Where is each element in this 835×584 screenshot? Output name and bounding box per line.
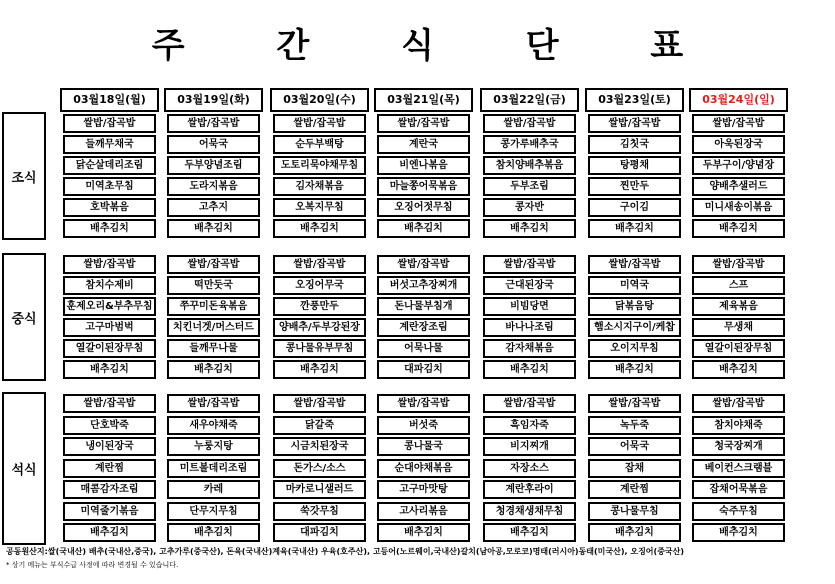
menu-item: 탕평채 <box>588 156 681 175</box>
menu-item: 미역줄기볶음 <box>63 502 156 521</box>
menu-item: 콩나물무침 <box>588 502 681 521</box>
menu-item: 미역초무침 <box>63 177 156 196</box>
menu-item: 청경채생채무침 <box>483 502 576 521</box>
menu-item: 버섯고추장찌개 <box>377 276 470 295</box>
menu-item: 숙주무침 <box>692 502 785 521</box>
menu-item: 쌀밥/잡곡밥 <box>483 114 576 133</box>
menu-item: 두부양념조림 <box>167 156 260 175</box>
menu-item: 비빔당면 <box>483 297 576 316</box>
menu-item: 쌀밥/잡곡밥 <box>167 255 260 274</box>
menu-item: 고추지 <box>167 198 260 217</box>
menu-item: 쌀밥/잡곡밥 <box>588 255 681 274</box>
menu-item: 쌀밥/잡곡밥 <box>63 114 156 133</box>
menu-item: 배추김치 <box>63 360 156 379</box>
meal-label: 조식 <box>2 112 46 240</box>
day-header: 03월19일(화) <box>164 88 263 112</box>
menu-item: 오징어젓무침 <box>377 198 470 217</box>
menu-item: 호박볶음 <box>63 198 156 217</box>
menu-item: 콩자반 <box>483 198 576 217</box>
menu-item: 두부구이/양념장 <box>692 156 785 175</box>
menu-item: 자장소스 <box>483 459 576 478</box>
menu-item: 쌀밥/잡곡밥 <box>692 114 785 133</box>
menu-item: 단무지무침 <box>167 502 260 521</box>
menu-item: 햄소시지구이/케찹 <box>588 318 681 337</box>
menu-item: 어묵국 <box>167 135 260 154</box>
menu-item: 닭순살데리조림 <box>63 156 156 175</box>
menu-item: 쌀밥/잡곡밥 <box>483 394 576 413</box>
menu-item: 배추김치 <box>167 219 260 238</box>
menu-item: 계란장조림 <box>377 318 470 337</box>
menu-item: 청국장찌개 <box>692 437 785 456</box>
menu-item: 쌀밥/잡곡밥 <box>588 114 681 133</box>
menu-item: 김칫국 <box>588 135 681 154</box>
menu-item: 제육볶음 <box>692 297 785 316</box>
menu-item: 콩가루배추국 <box>483 135 576 154</box>
menu-item: 두부조림 <box>483 177 576 196</box>
menu-item: 근대된장국 <box>483 276 576 295</box>
menu-item: 배추김치 <box>588 523 681 542</box>
menu-item: 배추김치 <box>692 219 785 238</box>
menu-item: 쌀밥/잡곡밥 <box>588 394 681 413</box>
menu-item: 대파김치 <box>273 523 366 542</box>
menu-item: 미니새송이볶음 <box>692 198 785 217</box>
menu-item: 쌀밥/잡곡밥 <box>483 255 576 274</box>
menu-item: 쌀밥/잡곡밥 <box>273 255 366 274</box>
menu-item: 열갈이된장무침 <box>692 339 785 358</box>
menu-item: 참치양배추볶음 <box>483 156 576 175</box>
menu-item: 배추김치 <box>692 523 785 542</box>
page-title: 주 간 식 단 표 <box>151 26 724 66</box>
menu-item: 배추김치 <box>377 219 470 238</box>
menu-item: 미역국 <box>588 276 681 295</box>
day-header: 03월23일(토) <box>585 88 684 112</box>
menu-item: 누룽지탕 <box>167 437 260 456</box>
menu-item: 배추김치 <box>483 523 576 542</box>
menu-item: 비지찌개 <box>483 437 576 456</box>
menu-item: 계란국 <box>377 135 470 154</box>
menu-item: 배추김치 <box>167 360 260 379</box>
menu-item: 양배추/두부강된장 <box>273 318 366 337</box>
menu-item: 쌀밥/잡곡밥 <box>63 255 156 274</box>
menu-item: 돈가스/소스 <box>273 459 366 478</box>
day-header: 03월18일(월) <box>60 88 159 112</box>
menu-item: 배추김치 <box>588 360 681 379</box>
menu-item: 순두부백탕 <box>273 135 366 154</box>
menu-item: 잡채어묵볶음 <box>692 480 785 499</box>
menu-item: 버섯죽 <box>377 416 470 435</box>
menu-item: 닭갈죽 <box>273 416 366 435</box>
menu-item: 들깨무채국 <box>63 135 156 154</box>
menu-item: 마카로니샐러드 <box>273 480 366 499</box>
meal-label: 석식 <box>2 392 46 545</box>
menu-item: 배추김치 <box>483 360 576 379</box>
menu-item: 무생채 <box>692 318 785 337</box>
menu-item: 계란찜 <box>588 480 681 499</box>
menu-item: 오징어무국 <box>273 276 366 295</box>
menu-item: 오이지무침 <box>588 339 681 358</box>
menu-item: 잡채 <box>588 459 681 478</box>
menu-item: 콩나물국 <box>377 437 470 456</box>
menu-item: 닭볶음탕 <box>588 297 681 316</box>
menu-item: 참치야채죽 <box>692 416 785 435</box>
menu-item: 배추김치 <box>63 523 156 542</box>
menu-item: 베이컨스크램블 <box>692 459 785 478</box>
menu-item: 새우야채죽 <box>167 416 260 435</box>
day-header: 03월22일(금) <box>480 88 579 112</box>
menu-item: 쌀밥/잡곡밥 <box>167 394 260 413</box>
menu-item: 쌀밥/잡곡밥 <box>377 114 470 133</box>
menu-item: 쑥갓무침 <box>273 502 366 521</box>
menu-item: 쌀밥/잡곡밥 <box>273 114 366 133</box>
menu-item: 오복지무침 <box>273 198 366 217</box>
menu-item: 양배추샐러드 <box>692 177 785 196</box>
menu-item: 아욱된장국 <box>692 135 785 154</box>
menu-item: 고사리볶음 <box>377 502 470 521</box>
menu-item: 배추김치 <box>167 523 260 542</box>
menu-item: 감자채볶음 <box>483 339 576 358</box>
menu-item: 순대야채볶음 <box>377 459 470 478</box>
menu-item: 바나나조림 <box>483 318 576 337</box>
menu-item: 배추김치 <box>483 219 576 238</box>
menu-item: 치킨너겟/머스터드 <box>167 318 260 337</box>
menu-item: 어묵국 <box>588 437 681 456</box>
menu-item: 대파김치 <box>377 360 470 379</box>
meal-label: 중식 <box>2 253 46 381</box>
menu-item: 비엔나볶음 <box>377 156 470 175</box>
menu-item: 쌀밥/잡곡밥 <box>167 114 260 133</box>
menu-item: 배추김치 <box>377 523 470 542</box>
menu-item: 배추김치 <box>588 219 681 238</box>
menu-item: 쌀밥/잡곡밥 <box>377 255 470 274</box>
day-header: 03월21일(목) <box>374 88 473 112</box>
menu-item: 참치수제비 <box>63 276 156 295</box>
menu-item: 쌀밥/잡곡밥 <box>63 394 156 413</box>
day-header: 03월20일(수) <box>270 88 369 112</box>
origin-note: 공동원산지:쌀(국내산) 배추(국내산,중국), 고추가루(중국산), 돈육(국내산)계육(국내산) 우육(호주산), 고등어(노르웨이,국내산)갈치(남아공,모로코)명태(러시아)동태(미국산), 오징어(중국산) <box>6 547 685 556</box>
menu-item: 녹두죽 <box>588 416 681 435</box>
menu-item: 훈제오리&부추무침 <box>63 297 156 316</box>
menu-item: 떡만둣국 <box>167 276 260 295</box>
menu-item: 배추김치 <box>273 360 366 379</box>
menu-item: 매콤감자조림 <box>63 480 156 499</box>
menu-item: 마늘쫑어묵볶음 <box>377 177 470 196</box>
menu-item: 냉이된장국 <box>63 437 156 456</box>
menu-item: 쭈꾸미돈육볶음 <box>167 297 260 316</box>
menu-item: 배추김치 <box>273 219 366 238</box>
menu-item: 배추김치 <box>692 360 785 379</box>
menu-item: 돈나물부침개 <box>377 297 470 316</box>
day-header: 03월24일(일) <box>689 88 788 112</box>
menu-item: 도토리묵야채무침 <box>273 156 366 175</box>
menu-item: 카레 <box>167 480 260 499</box>
menu-item: 도라지볶음 <box>167 177 260 196</box>
menu-item: 어묵나물 <box>377 339 470 358</box>
menu-item: 찐만두 <box>588 177 681 196</box>
menu-item: 쌀밥/잡곡밥 <box>692 394 785 413</box>
change-note: * 상기 메뉴는 부식수급 사정에 따라 변경될 수 있습니다. <box>6 561 179 569</box>
menu-item: 콩나물유부무침 <box>273 339 366 358</box>
menu-item: 시금치된장국 <box>273 437 366 456</box>
menu-item: 스프 <box>692 276 785 295</box>
menu-item: 쌀밥/잡곡밥 <box>273 394 366 413</box>
menu-item: 열갈이된장무침 <box>63 339 156 358</box>
menu-item: 계란후라이 <box>483 480 576 499</box>
menu-item: 미트볼데리조림 <box>167 459 260 478</box>
menu-item: 깐풍만두 <box>273 297 366 316</box>
menu-item: 계란찜 <box>63 459 156 478</box>
menu-item: 단호박죽 <box>63 416 156 435</box>
menu-item: 쌀밥/잡곡밥 <box>692 255 785 274</box>
menu-item: 들깨무나물 <box>167 339 260 358</box>
menu-item: 구이김 <box>588 198 681 217</box>
menu-item: 배추김치 <box>63 219 156 238</box>
menu-item: 쌀밥/잡곡밥 <box>377 394 470 413</box>
menu-item: 흑임자죽 <box>483 416 576 435</box>
menu-item: 고구마범벅 <box>63 318 156 337</box>
menu-item: 김자채볶음 <box>273 177 366 196</box>
menu-item: 고구마맛탕 <box>377 480 470 499</box>
